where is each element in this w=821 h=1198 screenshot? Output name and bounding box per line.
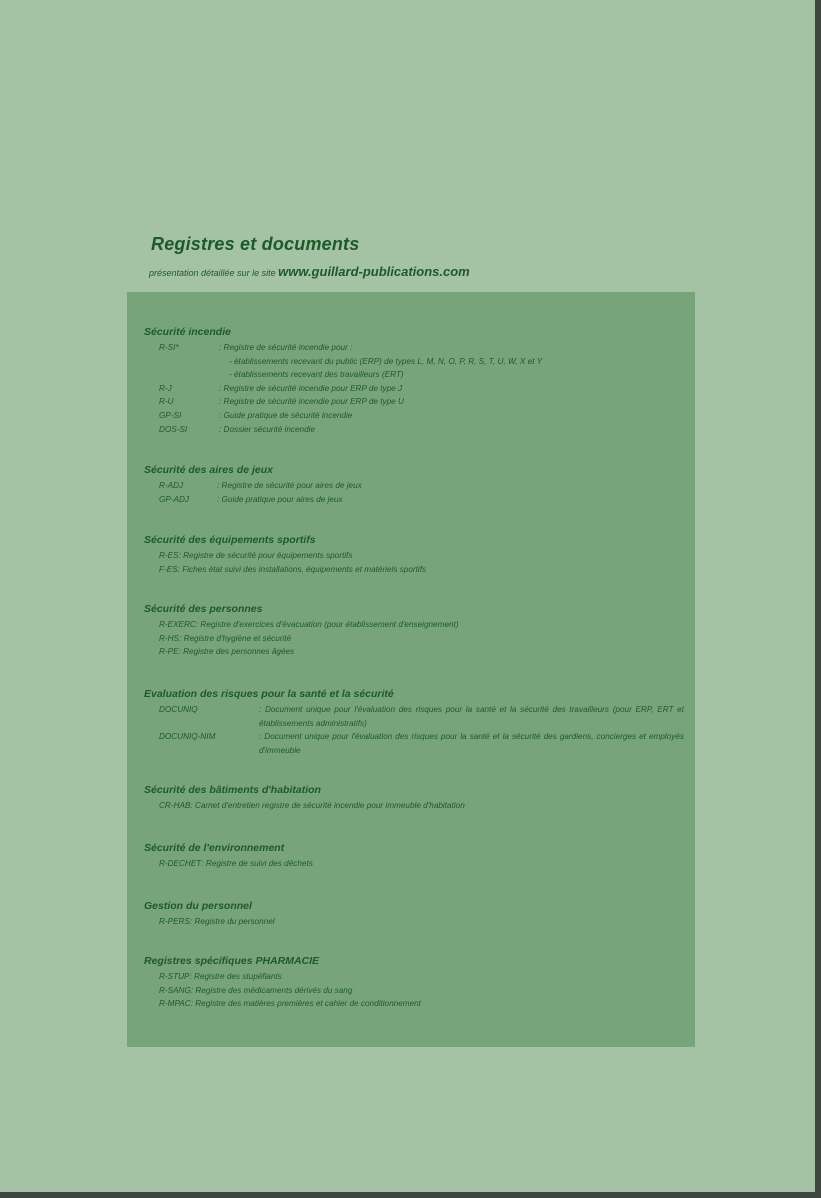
register-code: R-EXERC <box>159 620 196 629</box>
register-code: DOCUNIQ <box>159 705 198 714</box>
register-code: R-PE <box>159 647 179 657</box>
register-section <box>144 954 684 1011</box>
register-item <box>144 341 684 355</box>
section-title: Registres spécifiques PHARMACIE <box>144 955 320 967</box>
section-title: Gestion du personnel <box>144 900 252 912</box>
section-title: Sécurité des aires de jeux <box>144 464 273 476</box>
register-code: R-STUP <box>159 972 190 981</box>
register-item <box>144 618 684 632</box>
register-description: : Registre d'hygiène et sécurité <box>179 633 292 643</box>
register-code: GP-ADJ <box>159 494 190 504</box>
register-code: R-PERS <box>159 917 190 926</box>
register-item <box>144 730 684 757</box>
register-item <box>144 409 684 423</box>
register-section <box>144 783 684 813</box>
register-item <box>144 857 684 871</box>
register-description: : Fiches état suivi des installations, équipements et matériels sportifs <box>177 564 427 574</box>
register-description: : Registre de sécurité incendie pour : <box>219 343 353 352</box>
register-description: : Registre du personnel <box>189 917 275 926</box>
register-item <box>144 799 684 813</box>
register-item <box>144 382 684 396</box>
register-item <box>144 632 684 646</box>
register-code: R-DECHET <box>159 859 202 868</box>
register-section <box>144 325 684 436</box>
register-item <box>144 395 684 409</box>
register-description: : Document unique pour l'évaluation des risques pour la santé et la sécurité des travailleurs (pour ERP, ERT et établissements administratifs) <box>259 705 684 728</box>
register-item <box>144 645 684 659</box>
register-item <box>144 703 684 730</box>
registers-panel <box>127 292 695 1047</box>
section-title: Sécurité de l'environnement <box>144 842 285 854</box>
register-description: : Document unique pour l'évaluation des risques pour la santé et la sécurité des gardiens, concierges et employés d'immeuble <box>259 732 684 755</box>
register-description: : Registre de sécurité incendie pour ERP de type J <box>219 383 403 393</box>
register-item <box>144 423 684 437</box>
register-code: DOCUNIQ-NIM <box>159 732 216 742</box>
register-item <box>144 549 684 563</box>
register-code: CR-HAB <box>159 801 191 810</box>
register-code: R-SI* <box>159 343 179 352</box>
register-section <box>144 841 684 871</box>
section-title: Sécurité des personnes <box>144 603 263 615</box>
register-description: : Registre de sécurité pour aires de jeux <box>217 481 362 490</box>
section-title: Sécurité des bâtiments d'habitation <box>144 784 321 796</box>
register-code: R-HS <box>159 633 180 643</box>
register-description: : Registre des matières premières et cahier de conditionnement <box>190 999 421 1009</box>
subtitle-text: présentation détaillée sur le site <box>149 268 276 278</box>
register-section <box>144 602 684 659</box>
page-subtitle <box>149 264 470 279</box>
register-item <box>144 970 684 984</box>
register-item <box>144 563 684 577</box>
register-code: F-ES <box>159 564 178 574</box>
register-section <box>144 463 684 506</box>
register-description: : Dossier sécurité incendie <box>219 424 316 434</box>
register-description: : Guide pratique de sécurité incendie <box>219 410 353 420</box>
website-link[interactable]: www.guillard-publications.com <box>278 264 470 279</box>
register-item <box>144 915 684 929</box>
register-item <box>144 479 684 493</box>
register-description: : Registre des médicaments dérivés du sang <box>190 985 353 995</box>
register-description: : Registre des personnes âgées <box>178 647 295 657</box>
register-section <box>144 899 684 929</box>
register-code: R-MPAC <box>159 999 191 1009</box>
register-description: : Registre des stupéfiants <box>189 972 282 981</box>
register-item <box>144 997 684 1011</box>
register-description: : Registre d'exercices d'évacuation (pour établissement d'enseignement) <box>195 620 459 629</box>
register-code: GP-SI <box>159 410 182 420</box>
register-code: R-J <box>159 383 172 393</box>
register-code: R-ADJ <box>159 481 184 490</box>
register-subitem: - établissements recevant des travailleurs (ERT) <box>229 370 404 380</box>
register-description: : Guide pratique pour aires de jeux <box>217 494 343 504</box>
register-description: : Registre de sécurité incendie pour ERP de type U <box>219 397 404 407</box>
register-description: : Registre de suivi des déchets <box>201 859 313 868</box>
register-code: R-U <box>159 397 174 407</box>
section-title: Sécurité des équipements sportifs <box>144 534 316 546</box>
register-section <box>144 687 684 757</box>
section-title: Evaluation des risques pour la santé et la sécurité <box>144 688 394 700</box>
register-item <box>144 984 684 998</box>
register-code: R-ES <box>159 551 179 560</box>
register-subitem: - établissements recevant du public (ERP) de types L, M, N, O, P, R, S, T, U, W, X et Y <box>229 356 543 366</box>
register-code: R-SANG <box>159 985 191 995</box>
page-title: Registres et documents <box>151 234 360 254</box>
register-description: : Carnet d'entretien registre de sécurité incendie pour immeuble d'habitation <box>190 801 465 810</box>
register-description: : Registre de sécurité pour équipements sportifs <box>178 551 353 560</box>
register-section <box>144 533 684 576</box>
register-item <box>144 493 684 507</box>
section-title: Sécurité incendie <box>144 326 231 338</box>
register-code: DOS-SI <box>159 424 188 434</box>
